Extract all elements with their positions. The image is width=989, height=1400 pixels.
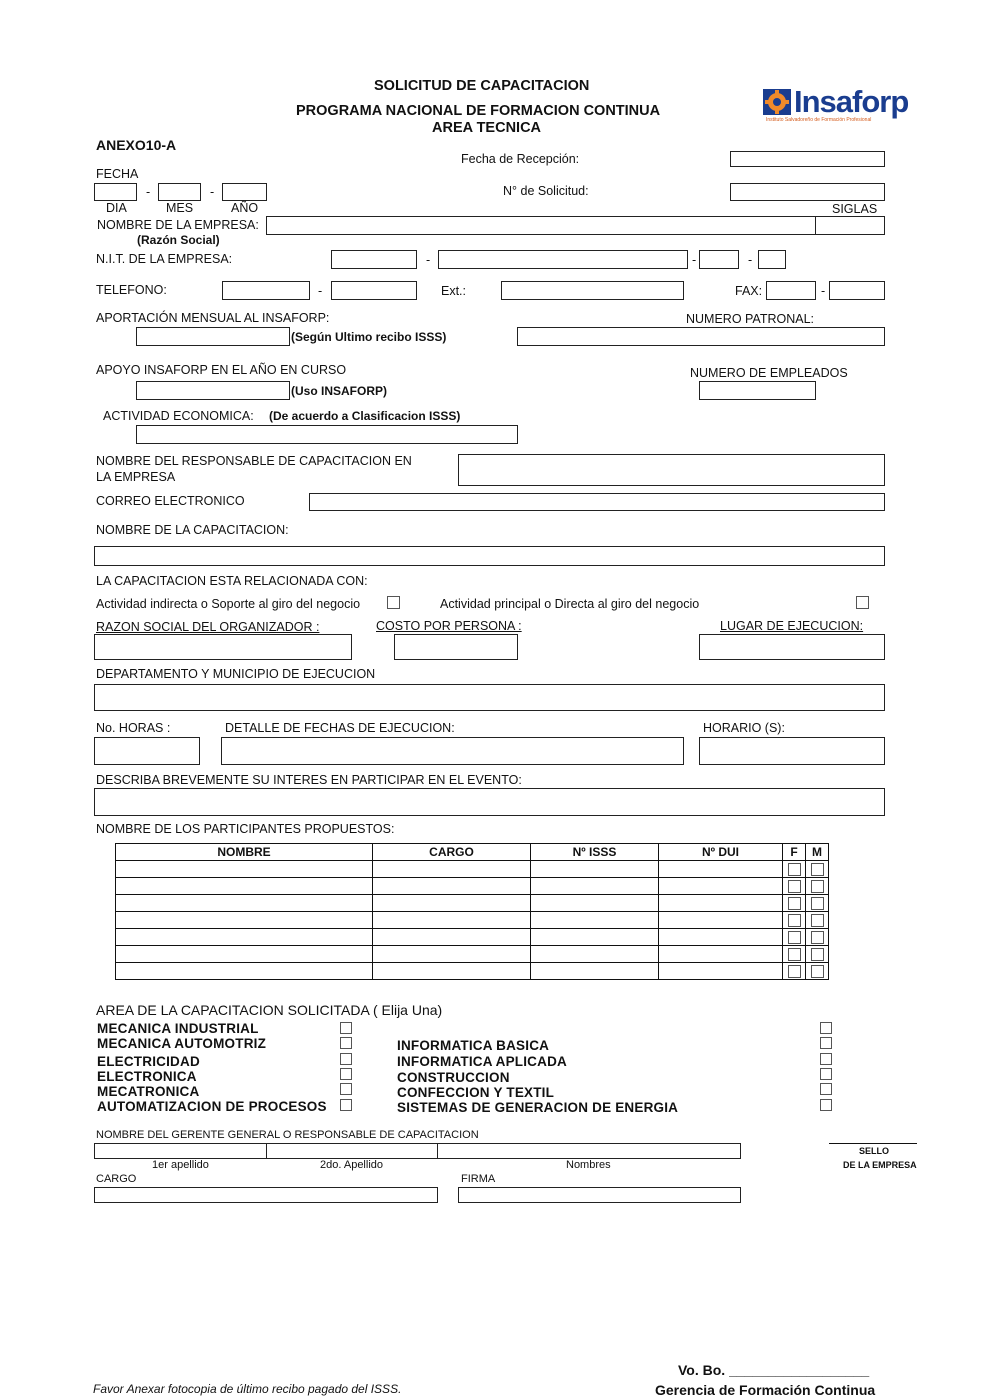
checkbox-m[interactable] <box>811 880 824 893</box>
checkbox-m[interactable] <box>811 965 824 978</box>
cell-m <box>806 929 829 946</box>
cell-m <box>806 963 829 980</box>
no-horas-field[interactable] <box>94 737 200 765</box>
area-option-checkbox[interactable] <box>820 1037 832 1049</box>
dash: - <box>748 253 753 267</box>
costo-persona-label: COSTO POR PERSONA : <box>376 619 522 633</box>
segundo-apellido-label: 2do. Apellido <box>320 1159 383 1171</box>
razon-social-label: (Razón Social) <box>137 233 220 247</box>
table-row <box>116 878 829 895</box>
ano-label: AÑO <box>231 201 259 215</box>
cell-f <box>783 946 806 963</box>
cell-cargo[interactable] <box>373 946 531 963</box>
cell-nombre[interactable] <box>116 861 373 878</box>
checkbox-f[interactable] <box>788 948 801 961</box>
checkbox-m[interactable] <box>811 914 824 927</box>
num-solicitud-label: N° de Solicitud: <box>503 184 589 198</box>
table-header-row <box>116 844 829 861</box>
cell-cargo[interactable] <box>373 878 531 895</box>
fax-field-2[interactable] <box>829 281 885 300</box>
cell-dui[interactable] <box>659 861 783 878</box>
razon-organizador-field[interactable] <box>94 634 352 660</box>
area-option-label: INFORMATICA BASICA <box>397 1038 550 1053</box>
costo-persona-field[interactable] <box>394 634 518 660</box>
numero-patronal-field[interactable] <box>517 327 885 346</box>
cell-dui[interactable] <box>659 946 783 963</box>
cell-dui[interactable] <box>659 963 783 980</box>
col-m: M <box>806 844 829 861</box>
razon-organizador-label: RAZON SOCIAL DEL ORGANIZADOR : <box>96 620 320 634</box>
area-option-label: AUTOMATIZACION DE PROCESOS <box>97 1099 327 1114</box>
dash: - <box>210 185 215 199</box>
gear-icon <box>762 88 792 116</box>
primer-apellido-field[interactable] <box>94 1143 267 1159</box>
checkbox-f[interactable] <box>788 880 801 893</box>
logo-text: Insaforp <box>794 84 909 119</box>
cell-isss[interactable] <box>531 963 659 980</box>
area-option-checkbox[interactable] <box>820 1068 832 1080</box>
actividad-label: ACTIVIDAD ECONOMICA: <box>103 409 254 423</box>
sello-line <box>829 1143 917 1144</box>
horario-field[interactable] <box>699 737 885 765</box>
cell-isss[interactable] <box>531 946 659 963</box>
checkbox-m[interactable] <box>811 931 824 944</box>
primer-apellido-label: 1er apellido <box>152 1159 209 1171</box>
numero-patronal-label: NUMERO PATRONAL: <box>686 312 815 326</box>
apoyo-field[interactable] <box>136 381 290 400</box>
actividad-field[interactable] <box>136 425 518 444</box>
responsable-label-2: LA EMPRESA <box>96 470 176 484</box>
numero-empleados-label: NUMERO DE EMPLEADOS <box>690 366 848 380</box>
checkbox-f[interactable] <box>788 965 801 978</box>
cell-cargo[interactable] <box>373 861 531 878</box>
area-option-label: ELECTRICIDAD <box>97 1054 200 1069</box>
area-option-checkbox[interactable] <box>820 1099 832 1111</box>
table-row <box>116 963 829 980</box>
nit-field-1[interactable] <box>331 250 417 269</box>
cell-nombre[interactable] <box>116 878 373 895</box>
cell-nombre[interactable] <box>116 912 373 929</box>
cell-isss[interactable] <box>531 878 659 895</box>
cell-isss[interactable] <box>531 912 659 929</box>
logo-tagline: Instituto Salvadoreño de Formación Profesional <box>766 117 872 123</box>
fecha-recepcion-label: Fecha de Recepción: <box>461 152 580 166</box>
area-option-checkbox[interactable] <box>340 1022 352 1034</box>
uso-insaforp-label: (Uso INSAFORP) <box>291 384 387 398</box>
cell-nombre[interactable] <box>116 963 373 980</box>
cell-nombre[interactable] <box>116 895 373 912</box>
fecha-recepcion-field[interactable] <box>730 151 885 167</box>
segun-recibo-label: (Según Ultimo recibo ISSS) <box>291 330 447 344</box>
col-cargo: CARGO <box>373 844 531 861</box>
nombre-capacitacion-label: NOMBRE DE LA CAPACITACION: <box>96 523 289 537</box>
telefono-label: TELEFONO: <box>96 283 167 297</box>
sello-label-1: SELLO <box>859 1146 890 1156</box>
describa-label: DESCRIBA BREVEMENTE SU INTERES EN PARTICIPAR EN EL EVENTO: <box>96 773 522 787</box>
cell-f <box>783 963 806 980</box>
cell-isss[interactable] <box>531 861 659 878</box>
cell-nombre[interactable] <box>116 929 373 946</box>
col-f: F <box>783 844 806 861</box>
area-option-label: MECANICA INDUSTRIAL <box>97 1021 259 1036</box>
responsable-label-1: NOMBRE DEL RESPONSABLE DE CAPACITACION EN <box>96 454 412 468</box>
siglas-label: SIGLAS <box>832 202 878 216</box>
segundo-apellido-field[interactable] <box>266 1143 438 1159</box>
program-title: PROGRAMA NACIONAL DE FORMACION CONTINUA <box>296 103 661 119</box>
cell-cargo[interactable] <box>373 912 531 929</box>
checkbox-f[interactable] <box>788 897 801 910</box>
cell-f <box>783 912 806 929</box>
cell-cargo[interactable] <box>373 929 531 946</box>
cell-f <box>783 929 806 946</box>
responsable-field[interactable] <box>458 454 885 486</box>
correo-field[interactable] <box>309 493 885 511</box>
fecha-label: FECHA <box>96 167 139 181</box>
num-solicitud-field[interactable] <box>730 183 885 201</box>
actividad-principal-label: Actividad principal o Directa al giro del negocio <box>440 597 700 611</box>
cell-f <box>783 878 806 895</box>
dash: - <box>146 185 151 199</box>
actividad-indirecta-label: Actividad indirecta o Soporte al giro del negocio <box>96 597 361 611</box>
checkbox-f[interactable] <box>788 863 801 876</box>
dia-label: DIA <box>106 201 127 215</box>
ext-label: Ext.: <box>441 284 467 298</box>
nombre-empresa-field[interactable] <box>266 216 816 235</box>
nit-field-2[interactable] <box>438 250 688 269</box>
checkbox-m[interactable] <box>811 863 824 876</box>
table-row <box>116 946 829 963</box>
table-row <box>116 895 829 912</box>
cell-m <box>806 912 829 929</box>
area-option-label: CONSTRUCCION <box>397 1070 510 1085</box>
apoyo-label: APOYO INSAFORP EN EL AÑO EN CURSO <box>96 363 347 377</box>
aportacion-label: APORTACIÓN MENSUAL AL INSAFORP: <box>96 311 330 325</box>
cargo-field[interactable] <box>94 1187 438 1203</box>
fax-label: FAX: <box>735 284 763 298</box>
area-option-checkbox[interactable] <box>340 1083 352 1095</box>
firma-label: FIRMA <box>461 1173 496 1185</box>
col-dui: Nº DUI <box>659 844 783 861</box>
relacionada-label: LA CAPACITACION ESTA RELACIONADA CON: <box>96 574 368 588</box>
area-option-label: MECATRONICA <box>97 1084 200 1099</box>
dash: - <box>426 253 431 267</box>
checkbox-f[interactable] <box>788 914 801 927</box>
area-option-checkbox[interactable] <box>820 1022 832 1034</box>
table-row <box>116 929 829 946</box>
vobo-label: Vo. Bo. __________________ <box>678 1362 870 1378</box>
col-nombre: NOMBRE <box>116 844 373 861</box>
table-row <box>116 912 829 929</box>
cell-dui[interactable] <box>659 929 783 946</box>
detalle-fechas-field[interactable] <box>221 737 684 765</box>
dia-field[interactable] <box>94 183 137 201</box>
detalle-fechas-label: DETALLE DE FECHAS DE EJECUCION: <box>225 721 455 735</box>
nit-field-4[interactable] <box>758 250 786 269</box>
mes-label: MES <box>166 201 194 215</box>
area-option-label: MECANICA AUTOMOTRIZ <box>97 1036 267 1051</box>
correo-label: CORREO ELECTRONICO <box>96 494 245 508</box>
dash: - <box>692 253 697 267</box>
area-title: AREA TECNICA <box>432 120 542 136</box>
telefono-field-1[interactable] <box>222 281 310 300</box>
cell-f <box>783 861 806 878</box>
area-option-label: ELECTRONICA <box>97 1069 197 1084</box>
participants-table <box>115 843 829 980</box>
fax-field-1[interactable] <box>766 281 816 300</box>
nombres-field[interactable] <box>437 1143 741 1159</box>
dash: - <box>821 284 826 298</box>
cell-m <box>806 895 829 912</box>
sello-label-2: DE LA EMPRESA <box>843 1160 917 1170</box>
form-title: SOLICITUD DE CAPACITACION <box>374 78 590 94</box>
area-option-checkbox[interactable] <box>340 1068 352 1080</box>
nombre-empresa-label: NOMBRE DE LA EMPRESA: <box>97 218 259 232</box>
nit-label: N.I.T. DE LA EMPRESA: <box>96 252 233 266</box>
cell-dui[interactable] <box>659 912 783 929</box>
actividad-nota: (De acuerdo a Clasificacion ISSS) <box>269 409 461 423</box>
lugar-ejecucion-field[interactable] <box>699 634 885 660</box>
cell-cargo[interactable] <box>373 963 531 980</box>
area-option-checkbox[interactable] <box>340 1099 352 1111</box>
checkbox-m[interactable] <box>811 897 824 910</box>
gerencia-label: Gerencia de Formación Continua <box>655 1382 876 1398</box>
col-isss: Nº ISSS <box>531 844 659 861</box>
aportacion-field[interactable] <box>136 327 290 346</box>
area-option-checkbox[interactable] <box>820 1083 832 1095</box>
numero-empleados-field[interactable] <box>699 381 816 400</box>
no-horas-label: No. HORAS : <box>96 721 171 735</box>
area-option-checkbox[interactable] <box>820 1053 832 1065</box>
area-option-label: SISTEMAS DE GENERACION DE ENERGIA <box>397 1100 679 1115</box>
firma-field[interactable] <box>458 1187 741 1203</box>
cell-m <box>806 878 829 895</box>
nit-field-3[interactable] <box>699 250 739 269</box>
telefono-field-2[interactable] <box>331 281 417 300</box>
actividad-indirecta-checkbox[interactable] <box>387 596 400 609</box>
cell-dui[interactable] <box>659 895 783 912</box>
cargo-label: CARGO <box>96 1173 137 1185</box>
nombre-capacitacion-field[interactable] <box>94 546 885 566</box>
cell-isss[interactable] <box>531 895 659 912</box>
depto-municipio-label: DEPARTAMENTO Y MUNICIPIO DE EJECUCION <box>96 667 376 681</box>
ano-field[interactable] <box>222 183 267 201</box>
gerente-label: NOMBRE DEL GERENTE GENERAL O RESPONSABLE DE CAPACITACION <box>96 1129 479 1141</box>
cell-m <box>806 861 829 878</box>
describa-field[interactable] <box>94 788 885 816</box>
cell-cargo[interactable] <box>373 895 531 912</box>
area-option-label: INFORMATICA APLICADA <box>397 1054 567 1069</box>
table-row <box>116 861 829 878</box>
mes-field[interactable] <box>158 183 201 201</box>
horario-label: HORARIO (S): <box>703 721 785 735</box>
area-solicitada-label: AREA DE LA CAPACITACION SOLICITADA ( Elija Una) <box>96 1002 443 1018</box>
checkbox-m[interactable] <box>811 948 824 961</box>
cell-f <box>783 895 806 912</box>
area-option-label: CONFECCION Y TEXTIL <box>397 1085 555 1100</box>
footer-note: Favor Anexar fotocopia de último recibo pagado del ISSS. <box>93 1382 402 1396</box>
nombres-label: Nombres <box>566 1159 611 1171</box>
dash: - <box>318 284 323 298</box>
lugar-ejecucion-label: LUGAR DE EJECUCION: <box>720 619 864 633</box>
annex-label: ANEXO10-A <box>96 137 177 153</box>
cell-m <box>806 946 829 963</box>
cell-dui[interactable] <box>659 878 783 895</box>
area-option-checkbox[interactable] <box>340 1053 352 1065</box>
ext-field[interactable] <box>501 281 684 300</box>
actividad-principal-checkbox[interactable] <box>856 596 869 609</box>
siglas-field[interactable] <box>815 216 885 235</box>
cell-nombre[interactable] <box>116 946 373 963</box>
participantes-label: NOMBRE DE LOS PARTICIPANTES PROPUESTOS: <box>96 822 395 836</box>
area-option-checkbox[interactable] <box>340 1037 352 1049</box>
checkbox-f[interactable] <box>788 931 801 944</box>
depto-municipio-field[interactable] <box>94 684 885 711</box>
cell-isss[interactable] <box>531 929 659 946</box>
